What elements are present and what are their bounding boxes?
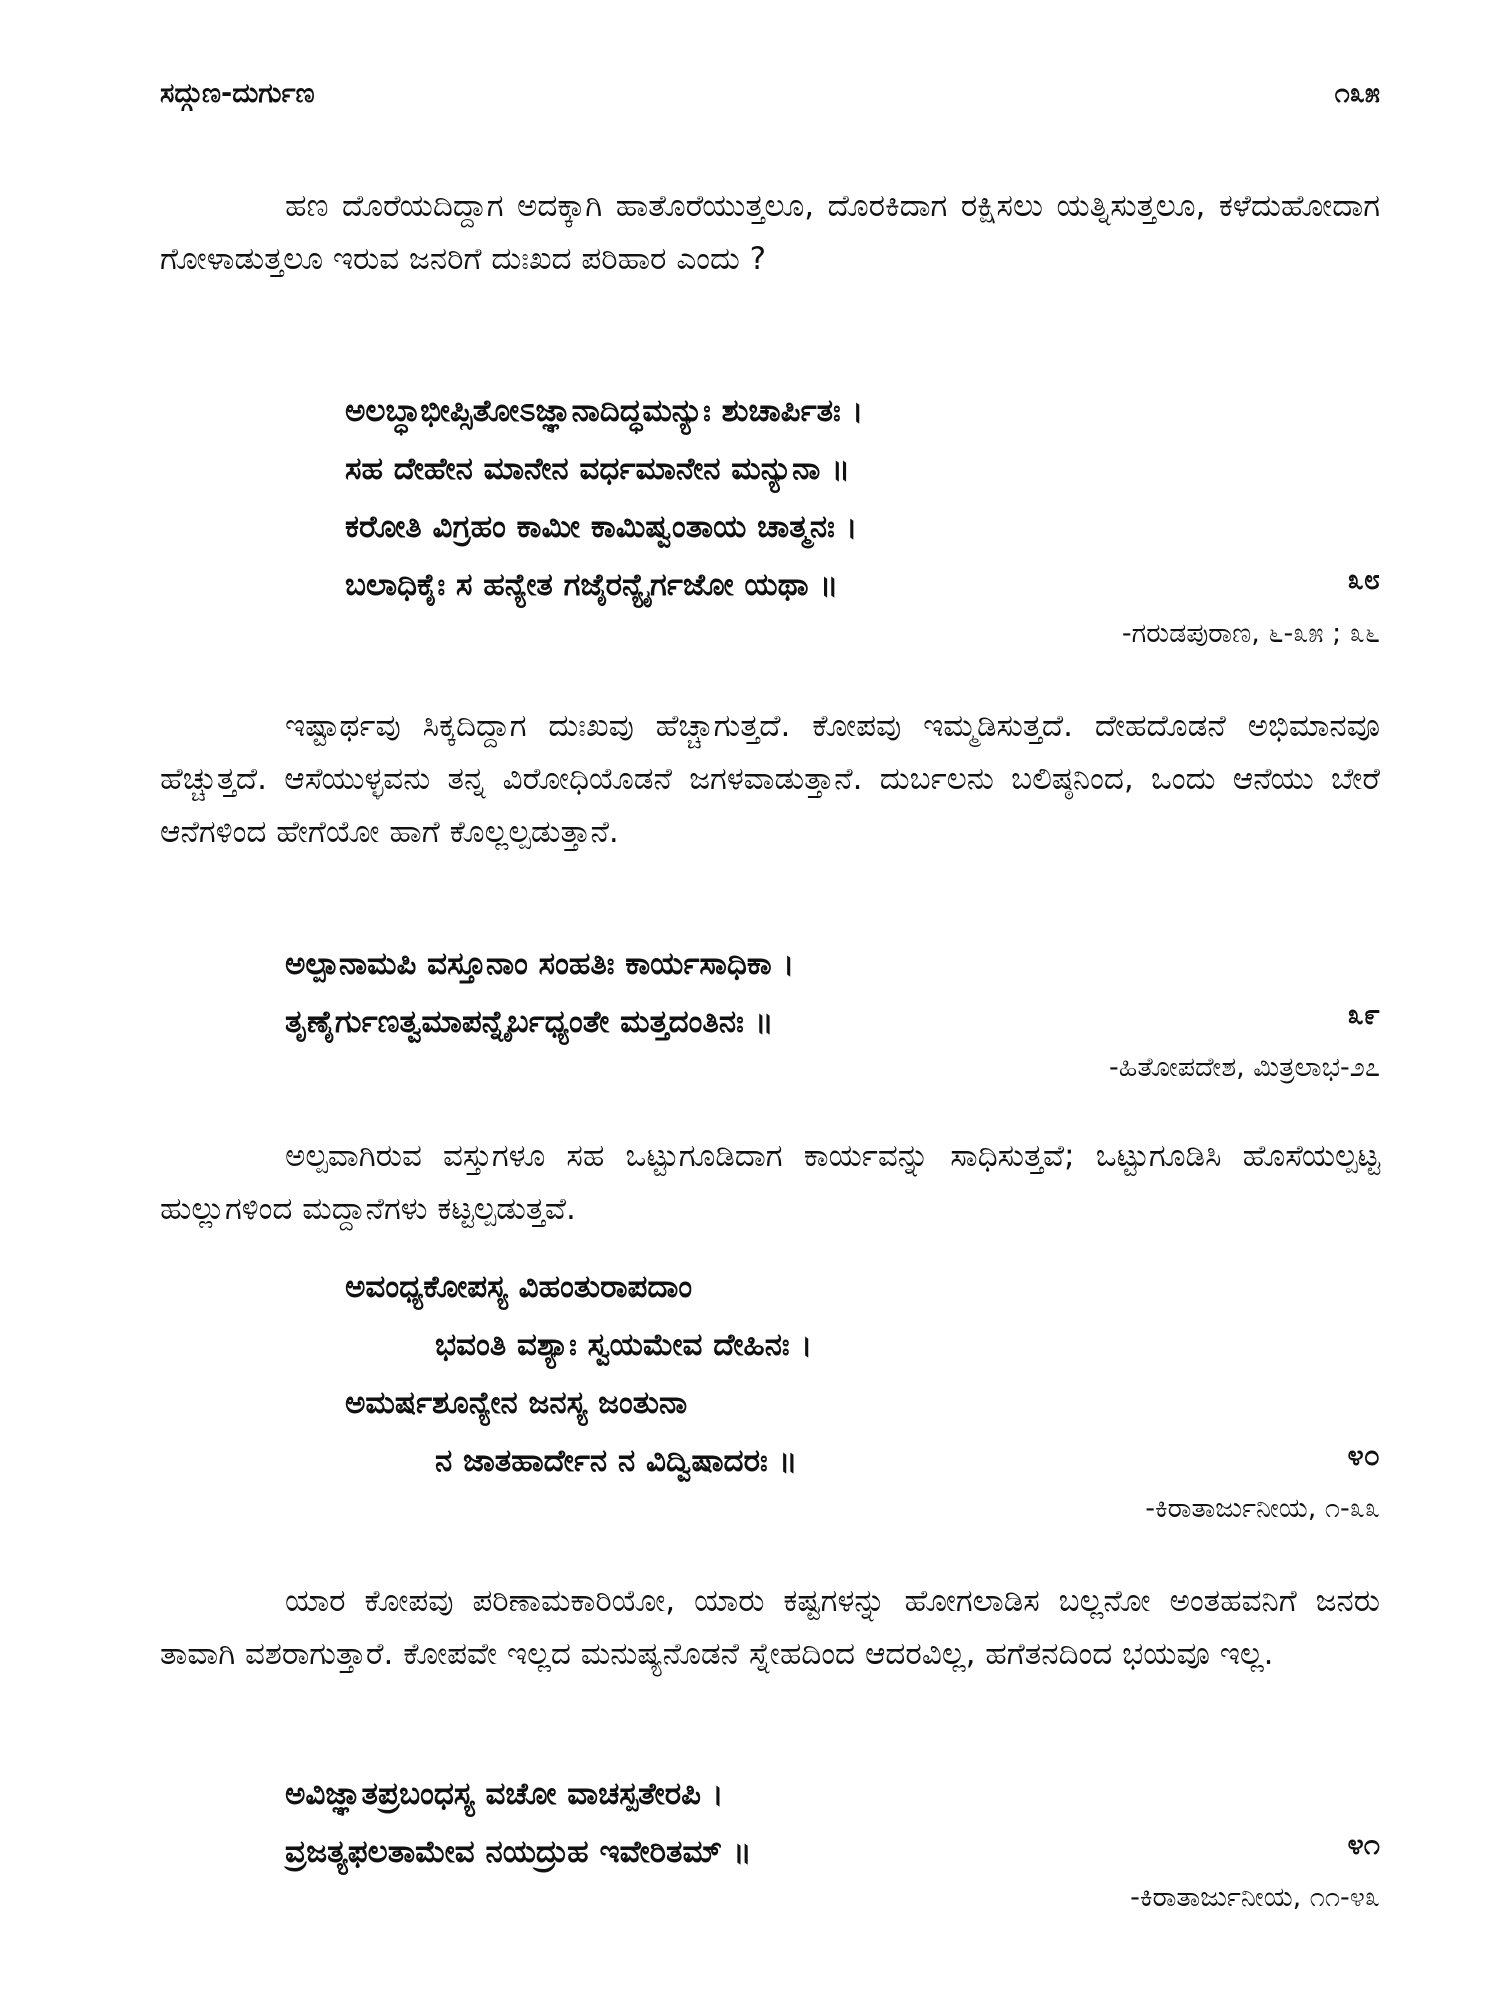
page-number: ೧೩೫: [1334, 78, 1380, 109]
verse-38: [345, 382, 863, 614]
paragraph-2-text: ಇಷ್ಟಾರ್ಥವು ಸಿಕ್ಕದಿದ್ದಾಗ ದುಃಖವು ಹೆಚ್ಚಾಗುತ್ತದೆ. ಕೋಪವು ಇಮ್ಮಡಿಸುತ್ತದೆ. ದೇಹದೊಡನೆ ಅಭಿಮಾನವೂ ಹೆಚ್ಚುತ್ತದೆ. ಆಸೆಯುಳ್ಳವನು ತನ್ನ ವಿರೋಧಿಯೊಡನೆ ಜಗಳವಾಡುತ್ತಾನೆ. ದುರ್ಬಲನು ಬಲಿಷ್ಠನಿಂದ, ಒಂದು ಆನೆಯು ಬೇರೆ ಆನೆಗಳಿಂದ ಹೇಗೆಯೋ ಹಾಗೆ ಕೊಲ್ಲಲ್ಪಡುತ್ತಾನೆ.: [160, 708, 1380, 850]
verse-number: ೩೮: [1347, 562, 1380, 596]
verse-line: ಕರೋತಿ ವಿಗ್ರಹಂ ಕಾಮೀ ಕಾಮಿಷ್ವಂತಾಯ ಚಾತ್ಮನಃ ।: [345, 509, 858, 545]
paragraph-4: [160, 1575, 1380, 1681]
verse-line: ವ್ರಜತ್ಯಫಲತಾಮೇವ ನಯದ್ರುಹ ಇವೇರಿತಮ್ ॥: [285, 1834, 752, 1870]
running-header: [160, 78, 1380, 118]
chapter-title: ಸದ್ಗುಣ-ದುರ್ಗುಣ: [160, 78, 315, 109]
verse-citation: -ಹಿತೋಪದೇಶ, ಮಿತ್ರಲಾಭ-೨೭: [1109, 1052, 1380, 1083]
verse-citation: -ಗರುಡಪುರಾಣ, ೬-೩೫ ; ೩೬: [1121, 618, 1380, 649]
verse-line: ಅಮರ್ಷಶೂನ್ಯೇನ ಜನಸ್ಯ ಜಂತುನಾ: [345, 1385, 688, 1421]
paragraph-2: [160, 700, 1380, 859]
verse-line: ಭವಂತಿ ವಶ್ಯಾಃ ಸ್ವಯಮೇವ ದೇಹಿನಃ ।: [435, 1327, 813, 1363]
verse-number: ೪೧: [1347, 1827, 1380, 1861]
verse-line: ಅವಂಧ್ಯಕೋಪಸ್ಯ ವಿಹಂತುರಾಪದಾಂ: [345, 1269, 693, 1305]
paragraph-1-text: ಹಣ ದೊರೆಯದಿದ್ದಾಗ ಅದಕ್ಕಾಗಿ ಹಾತೊರೆಯುತ್ತಲೂ, ದೊರಕಿದಾಗ ರಕ್ಷಿಸಲು ಯತ್ನಿಸುತ್ತಲೂ, ಕಳೆದುಹೋದಾಗ ಗೋಳಾಡುತ್ತಲೂ ಇರುವ ಜನರಿಗೆ ದುಃಖದ ಪರಿಹಾರ ಎಂದು ?: [160, 188, 1380, 277]
verse-line: ಅವಿಜ್ಞಾತಪ್ರಬಂಧಸ್ಯ ವಚೋ ವಾಚಸ್ಪತೇರಪಿ ।: [285, 1776, 724, 1812]
verse-citation: -ಕಿರಾತಾರ್ಜುನೀಯ, ೧೧-೪೩: [1130, 1882, 1380, 1913]
paragraph-1: [160, 180, 1380, 286]
paragraph-4-text: ಯಾರ ಕೋಪವು ಪರಿಣಾಮಕಾರಿಯೋ, ಯಾರು ಕಷ್ಟಗಳನ್ನು ಹೋಗಲಾಡಿಸ ಬಲ್ಲನೋ ಅಂತಹವನಿಗೆ ಜನರು ತಾವಾಗಿ ವಶರಾಗುತ್ತಾರೆ. ಕೋಪವೇ ಇಲ್ಲದ ಮನುಷ್ಯನೊಡನೆ ಸ್ನೇಹದಿಂದ ಆದರವಿಲ್ಲ, ಹಗೆತನದಿಂದ ಭಯವೂ ಇಲ್ಲ.: [160, 1583, 1380, 1672]
verse-line: ನ ಜಾತಹಾರ್ದೇನ ನ ವಿದ್ವಿಷಾದರಃ ॥: [435, 1443, 798, 1479]
paragraph-3-text: ಅಲ್ಪವಾಗಿರುವ ವಸ್ತುಗಳೂ ಸಹ ಒಟ್ಟುಗೂಡಿದಾಗ ಕಾರ್ಯವನ್ನು ಸಾಧಿಸುತ್ತವೆ; ಒಟ್ಟುಗೂಡಿಸಿ ಹೊಸೆಯಲ್ಪಟ್ಟ ಹುಲ್ಲುಗಳಿಂದ ಮದ್ದಾನೆಗಳು ಕಟ್ಟಲ್ಪಡುತ್ತವೆ.: [160, 1138, 1380, 1227]
verse-40: [345, 1258, 812, 1490]
verse-number: ೪೦: [1347, 1438, 1380, 1472]
verse-line: ತೃಣೈರ್ಗುಣತ್ವಮಾಪನ್ನೈರ್ಬಧ್ಯಂತೇ ಮತ್ತದಂತಿನಃ ॥: [285, 1004, 774, 1040]
verse-41: [285, 1765, 752, 1881]
verse-number: ೩೯: [1347, 997, 1380, 1031]
verse-line: ಬಲಾಧಿಕೈಃ ಸ ಹನ್ಯೇತ ಗಜೈರನ್ಯೈರ್ಗಜೋ ಯಥಾ ॥: [345, 567, 839, 603]
paragraph-3: [160, 1130, 1380, 1236]
verse-line: ಅಲ್ಪಾನಾಮಪಿ ವಸ್ತೂನಾಂ ಸಂಹತಿಃ ಕಾರ್ಯಸಾಧಿಕಾ ।: [285, 946, 795, 982]
verse-line: ಅಲಬ್ಧಾಭೀಪ್ಸಿತೋಽಜ್ಞಾನಾದಿದ್ಧಮನ್ಯುಃ ಶುಚಾರ್ಪಿತಃ ।: [345, 393, 864, 429]
verse-39: [285, 935, 794, 1051]
verse-citation: -ಕಿರಾತಾರ್ಜುನೀಯ, ೧-೩೩: [1145, 1493, 1380, 1524]
verse-line: ಸಹ ದೇಹೇನ ಮಾನೇನ ವರ್ಧಮಾನೇನ ಮನ್ಯುನಾ ॥: [345, 451, 851, 487]
